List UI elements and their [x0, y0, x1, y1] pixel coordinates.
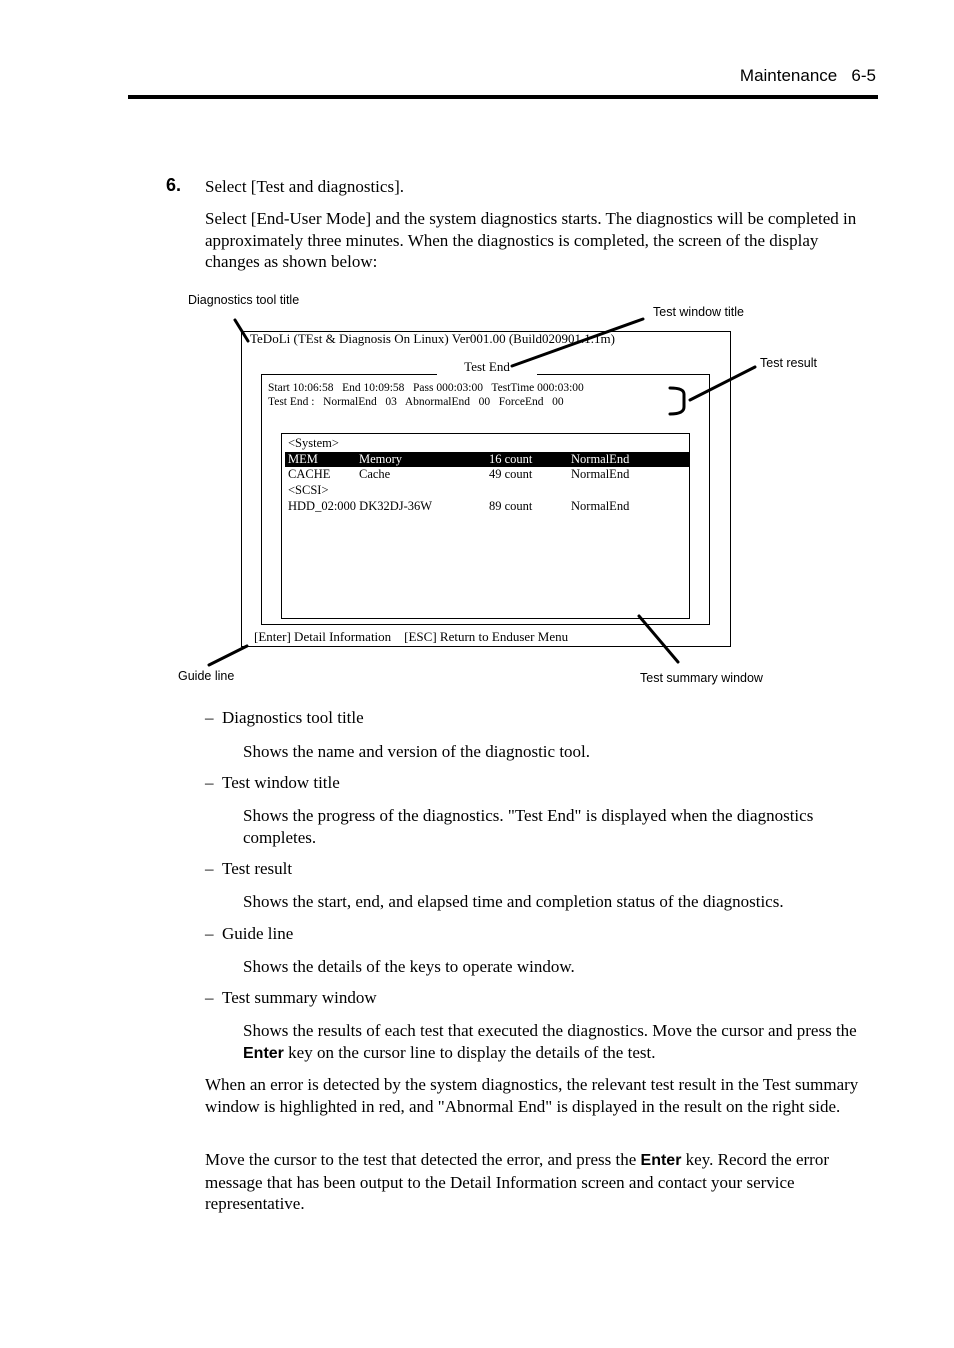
- row-result: NormalEnd: [571, 452, 630, 466]
- error-paragraph: When an error is detected by the system diagnostics, the relevant test result in the Test summary window is highlighted in red, and "Abnormal End" is displayed in the result on the right side.: [205, 1075, 859, 1116]
- row-result: NormalEnd: [571, 467, 630, 481]
- row-name: Cache: [359, 467, 391, 481]
- test-result-status: Test End : NormalEnd 03 AbnormalEnd 00 ForceEnd 00: [268, 396, 564, 408]
- row-count: 16 count: [489, 452, 533, 466]
- definition-desc: Shows the results of each test that executed the diagnostics. Move the cursor and press the Enter key on the cursor line to display the details of the test.: [243, 1021, 857, 1062]
- leader-guide-line: [209, 646, 247, 665]
- definition-desc: Shows the start, end, and elapsed time and completion status of the diagnostics.: [243, 892, 784, 911]
- definition-desc: Shows the progress of the diagnostics. "Test End" is displayed when the diagnostics completes.: [243, 806, 814, 847]
- definition-term: – Test window title: [205, 773, 340, 792]
- callout-window-title: Test window title: [653, 305, 745, 319]
- dash: –: [205, 708, 214, 727]
- header-page-number: 6-5: [851, 66, 876, 85]
- dash: –: [205, 988, 214, 1007]
- step-intro: Select [End-User Mode] and the system diagnostics starts. The diagnostics will be completed in approximately three minutes. When the diagnostics is completed, the screen of the display changes as shown below:: [205, 209, 857, 271]
- callout-test-result: Test result: [760, 356, 817, 370]
- step-title: Select [Test and diagnostics].: [205, 177, 404, 196]
- callout-diag-title: Diagnostics tool title: [188, 293, 300, 307]
- dash: –: [205, 859, 214, 878]
- summary-row-system-header[interactable]: [285, 436, 690, 451]
- row-id: HDD_02:000 DK32DJ-36W: [288, 499, 433, 513]
- summary-row-cache[interactable]: [285, 467, 690, 482]
- definition-term: – Test summary window: [205, 988, 377, 1007]
- row-name: Memory: [359, 452, 403, 466]
- callout-summary-window: Test summary window: [640, 671, 763, 685]
- guide-line: [Enter] Detail Information [ESC] Return to Enduser Menu: [254, 629, 569, 644]
- record-paragraph: Move the cursor to the test that detected the error, and press the Enter key. Record the error message that has been output to the Detail Information screen and contact your service representative.: [205, 1150, 830, 1213]
- page-header: [740, 66, 876, 86]
- definition-term: – Test result: [205, 859, 293, 878]
- definition-term: – Diagnostics tool title: [205, 708, 364, 727]
- diagnostics-tool-title: TeDoLi (TEst & Diagnosis On Linux) Ver001.00 (Build020901.1.1m): [250, 331, 615, 346]
- summary-row-scsi-header[interactable]: [285, 483, 690, 498]
- test-window-title: Test End: [437, 359, 537, 375]
- header-section: Maintenance: [739, 66, 838, 85]
- enter-key-label: Enter: [640, 1152, 682, 1169]
- step-number: 6.: [166, 175, 182, 195]
- summary-row-hdd[interactable]: [285, 499, 690, 514]
- summary-row-mem[interactable]: [285, 452, 690, 467]
- row-result: NormalEnd: [571, 499, 630, 513]
- test-result-times: Start 10:06:58 End 10:09:58 Pass 000:03:00 TestTime 000:03:00: [268, 382, 584, 394]
- definition-desc: Shows the details of the keys to operate window.: [243, 957, 575, 976]
- row-label: <System>: [288, 436, 339, 450]
- row-count: 49 count: [489, 467, 533, 481]
- header-rule: [128, 95, 878, 99]
- dash: –: [205, 773, 214, 792]
- row-label: <SCSI>: [288, 483, 329, 497]
- definition-term: – Guide line: [205, 924, 294, 943]
- row-id: CACHE: [288, 467, 331, 481]
- dash: –: [205, 924, 214, 943]
- row-id: MEM: [288, 452, 318, 466]
- enter-key-label: Enter: [243, 1044, 284, 1062]
- definition-desc: Shows the name and version of the diagnostic tool.: [243, 742, 591, 761]
- callout-guide-line: Guide line: [178, 669, 235, 683]
- row-count: 89 count: [489, 499, 533, 513]
